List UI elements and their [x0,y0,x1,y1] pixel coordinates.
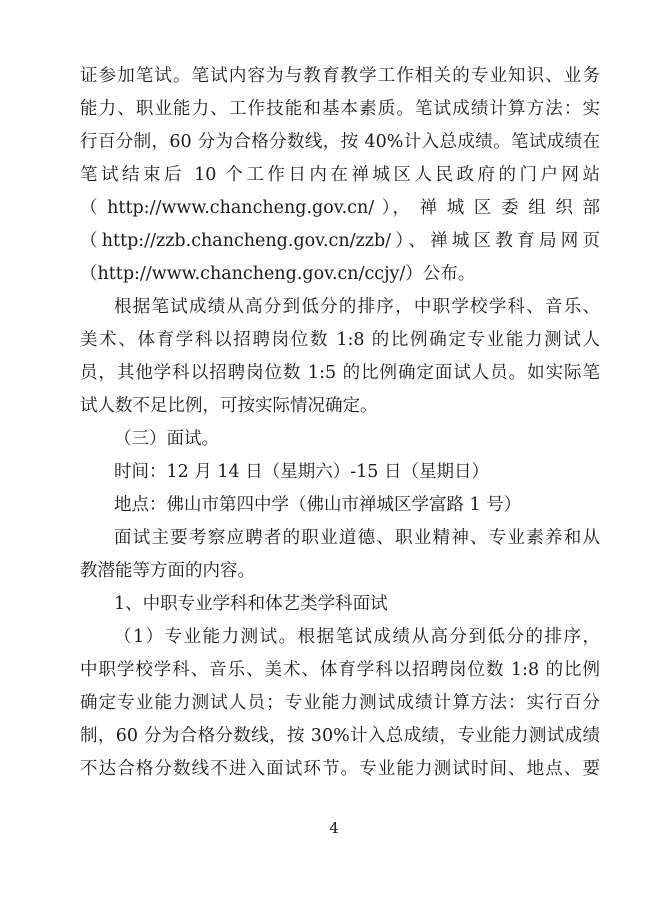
section-heading: （三）面试。 [114,429,219,449]
text-line: 教潜能等方面的内容。 [80,561,255,581]
text-line: 员，其他学科以招聘岗位数 1:5 的比例确定面试人员。如实际笔 [80,363,600,383]
text-line: 证参加笔试。笔试内容为与教育教学工作相关的专业知识、业务 [80,66,600,86]
text-line: 不达合格分数线不进入面试环节。专业能力测试时间、地点、要 [80,759,600,779]
text-line: 制，60 分为合格分数线，按 30%计入总成绩，专业能力测试成绩 [80,726,600,746]
text-line: （1）专业能力测试。根据笔试成绩从高分到低分的排序， [114,627,600,647]
subsection-heading: 1、中职专业学科和体艺类学科面试 [114,594,388,614]
text-line: 笔试结束后 10 个工作日内在禅城区人民政府的门户网站 [80,165,600,185]
text-line: 能力、职业能力、工作技能和基本素质。笔试成绩计算方法：实 [80,99,600,119]
interview-location: 地点：佛山市第四中学（佛山市禅城区学富路 1 号） [114,495,522,515]
text-line: 根据笔试成绩从高分到低分的排序，中职学校学科、音乐、 [114,297,600,317]
page-number: 4 [329,819,339,837]
text-line: 美术、体育学科以招聘岗位数 1:8 的比例确定专业能力测试人 [80,330,600,350]
text-line: （http://zzb.chancheng.gov.cn/zzb/）、禅城区教育局网页 [80,231,600,251]
text-line: （http://www.chancheng.gov.cn/ccjy/）公布。 [80,264,476,284]
text-line: 试人数不足比例，可按实际情况确定。 [80,396,378,416]
interview-time: 时间：12 月 14 日（星期六）-15 日（星期日） [114,462,489,482]
text-line: 中职学校学科、音乐、美术、体育学科以招聘岗位数 1:8 的比例 [80,660,600,680]
text-line: 行百分制，60 分为合格分数线，按 40%计入总成绩。笔试成绩在 [80,132,600,152]
text-line: （ http://www.chancheng.gov.cn/ ）， 禅 城 区 委 组 织 部 [80,198,600,218]
text-line: 面试主要考察应聘者的职业道德、职业精神、专业素养和从 [114,528,600,548]
text-line: 确定专业能力测试人员；专业能力测试成绩计算方法：实行百分 [80,693,600,713]
